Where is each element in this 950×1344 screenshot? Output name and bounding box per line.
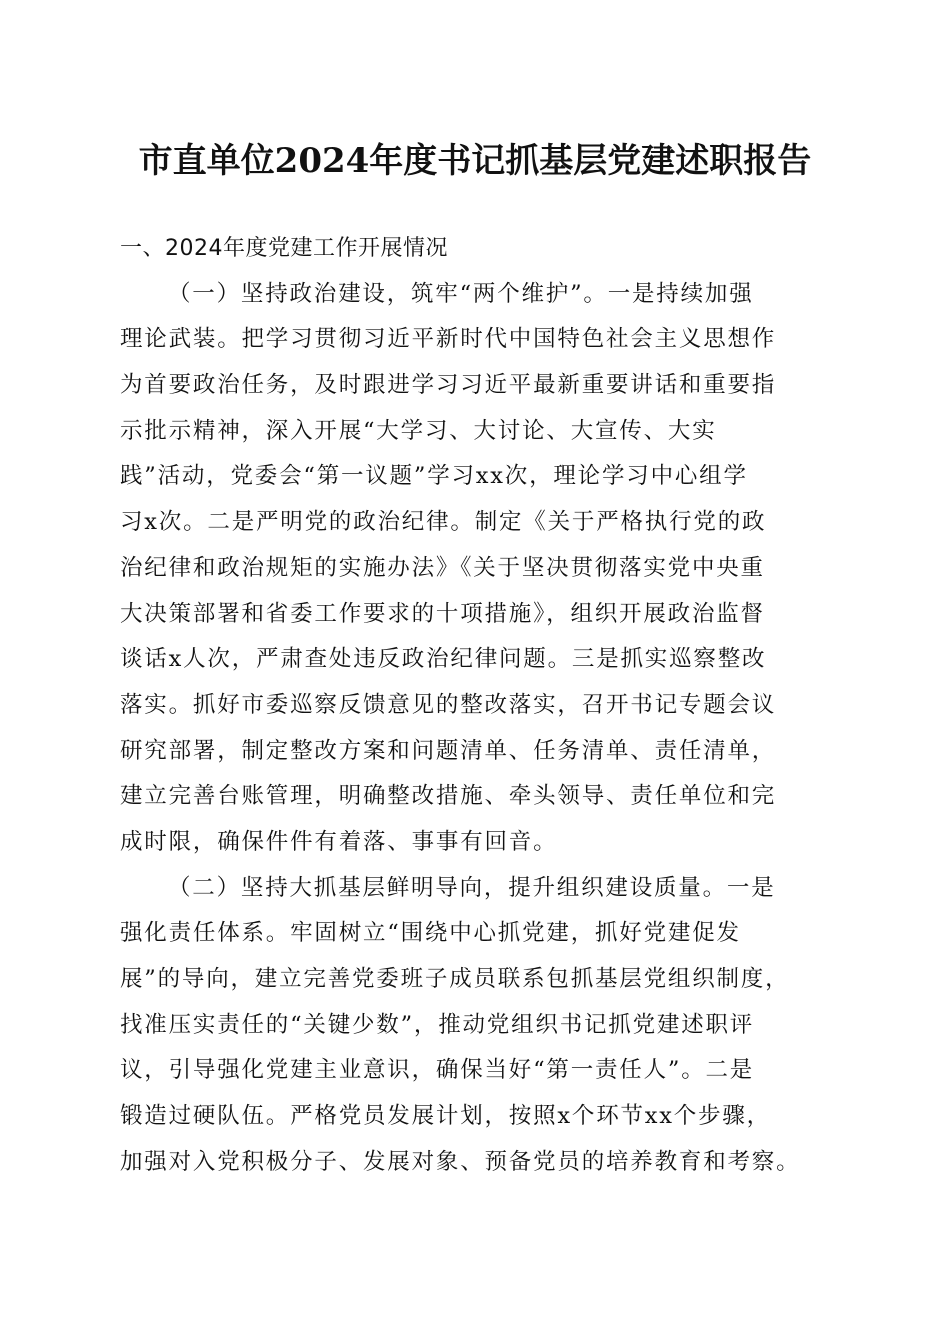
paragraph-line: 习x次。二是严明党的政治纪律。制定《关于严格执行党的政 bbox=[120, 509, 767, 536]
document-title: 市直单位2024年度书记抓基层党建述职报告 bbox=[138, 141, 812, 181]
paragraph-line: 大决策部署和省委工作要求的十项措施》，组织开展政治监督 bbox=[120, 600, 765, 627]
paragraph-2 bbox=[120, 866, 832, 1186]
paragraph-line: 落实。抓好市委巡察反馈意见的整改落实，召开书记专题会议 bbox=[120, 691, 777, 718]
paragraph-line: 锻造过硬队伍。严格党员发展计划，按照x个环节xx个步骤， bbox=[120, 1103, 771, 1130]
paragraph-line: 理论武装。把学习贯彻习近平新时代中国特色社会主义思想作 bbox=[120, 326, 777, 353]
paragraph-line: 成时限，确保件件有着落、事事有回音。 bbox=[120, 828, 558, 855]
paragraph-1 bbox=[120, 272, 832, 866]
paragraph-line: 研究部署，制定整改方案和问题清单、任务清单、责任清单， bbox=[120, 737, 777, 764]
paragraph-line: 建立完善台账管理，明确整改措施、牵头领导、责任单位和完 bbox=[120, 783, 777, 810]
section-heading: 一、2024年度党建工作开展情况 bbox=[120, 236, 448, 261]
paragraph-line: 治纪律和政治规矩的实施办法》《关于坚决贯彻落实党中央重 bbox=[120, 554, 765, 581]
paragraph-line: 谈话x人次，严肃查处违反政治纪律问题。三是抓实巡察整改 bbox=[120, 646, 767, 673]
paragraph-line: 找准压实责任的“关键少数”，推动党组织书记抓党建述职评 bbox=[120, 1011, 755, 1038]
paragraph-line: （一）坚持政治建设，筑牢“两个维护”。一是持续加强 bbox=[168, 280, 754, 307]
paragraph-line: 展”的导向，建立完善党委班子成员联系包抓基层党组织制度， bbox=[120, 966, 790, 992]
paragraph-line: 为首要政治任务，及时跟进学习习近平最新重要讲话和重要指 bbox=[120, 372, 777, 399]
document-body bbox=[120, 226, 832, 1185]
paragraph-line: 议，引导强化党建主业意识，确保当好“第一责任人”。二是 bbox=[120, 1057, 755, 1084]
paragraph-line: 加强对入党积极分子、发展对象、预备党员的培养教育和考察。 bbox=[120, 1148, 801, 1175]
paragraph-line: （二）坚持大抓基层鲜明导向，提升组织建设质量。一是 bbox=[168, 874, 776, 901]
paragraph-line: 强化责任体系。牢固树立“围绕中心抓党建，抓好党建促发 bbox=[120, 920, 741, 947]
paragraph-line: 践”活动，党委会“第一议题”学习xx次，理论学习中心组学 bbox=[120, 463, 748, 490]
paragraph-line: 示批示精神，深入开展“大学习、大讨论、大宣传、大实 bbox=[120, 417, 717, 444]
